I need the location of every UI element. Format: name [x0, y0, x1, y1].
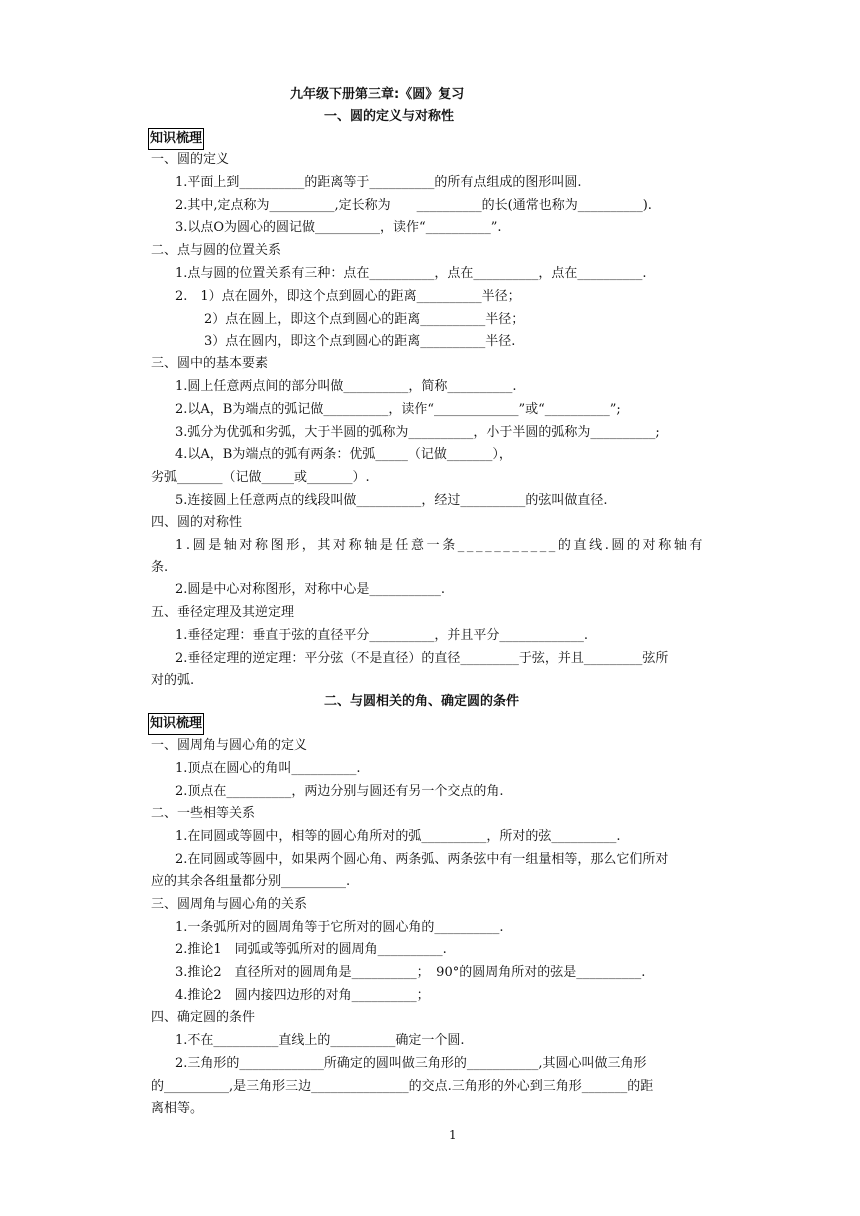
- heading-point-circle-relation: 二、点与圆的位置关系: [151, 243, 282, 258]
- text-line: 的__________,是三角形三边_______________的交点.三角形的外心到三角形_______的距: [151, 1079, 654, 1094]
- text-line: 对的弧.: [151, 673, 195, 688]
- text-line: 应的其余各组量都分别__________.: [151, 874, 351, 889]
- text-line: 1.圆上任意两点间的部分叫做__________，简称__________.: [175, 379, 517, 394]
- heading-angle-relations: 三、圆周角与圆心角的关系: [151, 897, 308, 912]
- text-line: 1.在同圆或等圆中，相等的圆心角所对的弧__________，所对的弦__________.: [175, 829, 621, 844]
- text-line: 2.以A，B为端点的弧记做__________，读作“_____________”或“__________”;: [175, 402, 621, 417]
- text-line: 2.其中,定点称为__________,定长称为 __________的长(通常也称为__________).: [175, 198, 652, 213]
- text-line: 2）点在圆上，即这个点到圆心的距离__________半径；: [204, 312, 525, 327]
- page-number: 1: [449, 1128, 457, 1142]
- text-line: 3.弧分为优弧和劣弧，大于半圆的弧称为__________，小于半圆的弧称为__________;: [175, 425, 660, 440]
- text-line: 2.垂径定理的逆定理：平分弦（不是直径）的直径_________于弦，并且_________弦所: [175, 651, 669, 666]
- text-line: 5.连接圆上任意两点的线段叫做__________，经过__________的弦叫做直径.: [175, 493, 608, 508]
- heading-circle-definition: 一、圆的定义: [151, 152, 230, 167]
- heading-determine-circle: 四、确定圆的条件: [151, 1010, 256, 1025]
- text-line: 2.推论1 同弧或等弧所对的圆周角__________.: [175, 942, 447, 957]
- heading-basic-elements: 三、圆中的基本要素: [151, 356, 269, 371]
- text-line: 1.垂径定理：垂直于弦的直径平分__________，并且平分_____________.: [175, 628, 589, 643]
- text-line: 4.推论2 圆内接四边形的对角__________；: [175, 988, 430, 1003]
- document-title: 九年级下册第三章:《圆》复习: [290, 87, 465, 102]
- text-line: 2.在同圆或等圆中，如果两个圆心角、两条弧、两条弦中有一组量相等，那么它们所对: [175, 852, 669, 867]
- text-line: 2. 1）点在圆外，即这个点到圆心的距离__________半径；: [175, 289, 521, 304]
- text-line: 劣弧_______（记做_____或_______）.: [151, 470, 370, 485]
- text-line: 离相等。: [151, 1101, 204, 1116]
- text-line: 2.顶点在__________，两边分别与圆还有另一个交点的角.: [175, 784, 504, 799]
- text-line: 1.圆是轴对称图形，其对称轴是任意一条___________的直线.圆的对称轴有: [175, 538, 706, 553]
- section-heading-2: 二、与圆相关的角、确定圆的条件: [324, 694, 520, 709]
- knowledge-box-label-2: 知识梳理: [148, 713, 204, 735]
- text-line: 3.推论2 直径所对的圆周角是__________； 90°的圆周角所对的弦是__________.: [175, 965, 646, 980]
- heading-equal-relations: 二、一些相等关系: [151, 806, 256, 821]
- text-line: 1.平面上到__________的距离等于__________的所有点组成的图形叫圆.: [175, 175, 582, 190]
- text-line: 3.以点O为圆心的圆记做__________，读作“__________”.: [175, 220, 502, 235]
- heading-symmetry: 四、圆的对称性: [151, 515, 243, 530]
- heading-perpendicular-diameter: 五、垂径定理及其逆定理: [151, 605, 295, 620]
- knowledge-box-label-1: 知识梳理: [148, 128, 204, 150]
- text-line: 2.三角形的_____________所确定的圆叫做三角形的___________,其圆心叫做三角形: [175, 1056, 647, 1071]
- text-line: 1.不在__________直线上的__________确定一个圆.: [175, 1033, 465, 1048]
- section-heading-1: 一、圆的定义与对称性: [324, 109, 455, 124]
- text-line: 4.以A，B为端点的弧有两条：优弧_____（记做_______），: [175, 447, 512, 462]
- text-line: 3）点在圆内，即这个点到圆心的距离__________半径.: [204, 334, 516, 349]
- text-line: 条.: [151, 560, 169, 575]
- heading-angle-definitions: 一、圆周角与圆心角的定义: [151, 738, 308, 753]
- text-line: 1.顶点在圆心的角叫__________.: [175, 761, 361, 776]
- text-line: 2.圆是中心对称图形，对称中心是___________.: [175, 582, 446, 597]
- text-line: 1.点与圆的位置关系有三种：点在__________，点在__________，点在__________.: [175, 266, 647, 281]
- text-line: 1.一条弧所对的圆周角等于它所对的圆心角的__________.: [175, 920, 504, 935]
